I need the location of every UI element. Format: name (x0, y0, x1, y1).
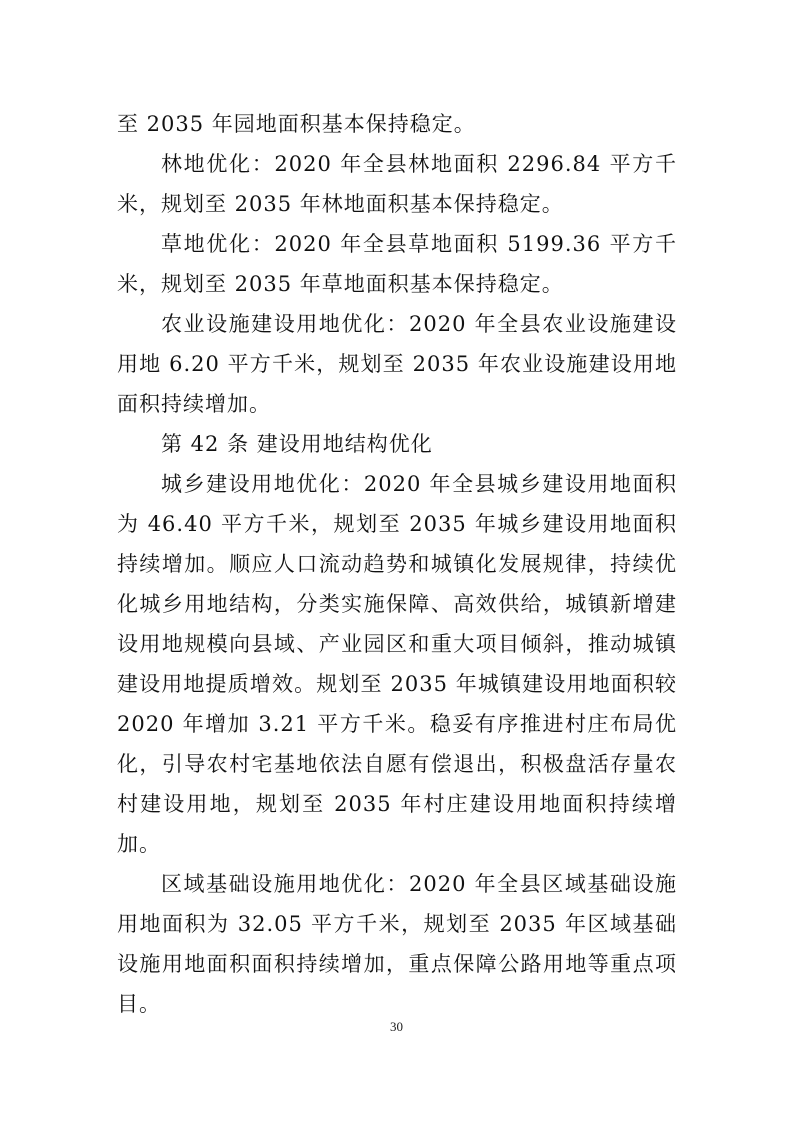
page-number: 30 (390, 1019, 403, 1034)
paragraph-forest-land: 林地优化：2020 年全县林地面积 2296.84 平方千米，规划至 2035 年林地面积基本保持稳定。 (117, 152, 677, 216)
paragraph-agricultural-facilities: 农业设施建设用地优化：2020 年全县农业设施建设用地 6.20 平方千米，规划至 2035 年农业设施建设用地面积持续增加。 (117, 312, 677, 416)
article-heading: 第 42 条 建设用地结构优化 (161, 432, 433, 456)
paragraph-regional-infrastructure: 区域基础设施用地优化：2020 年全县区域基础设施用地面积为 32.05 平方千米，规划至 2035 年区域基础设施用地面积面积持续增加，重点保障公路用地等重点项目。 (117, 872, 677, 1016)
paragraph-grassland: 草地优化：2020 年全县草地面积 5199.36 平方千米，规划至 2035 年草地面积基本保持稳定。 (117, 232, 677, 296)
body-text (117, 104, 677, 1024)
paragraph-urban-rural-land: 城乡建设用地优化：2020 年全县城乡建设用地面积为 46.40 平方千米，规划至 2035 年城乡建设用地面积持续增加。顺应人口流动趋势和城镇化发展规律，持续优化城乡用地结构，分类实施保障、高效供给，城镇新增建设用地规模向县域、产业园区和重大项目倾斜，推动城镇建设用地提质增效。规划至 2035 年城镇建设用地面积较 2020 年增加 3.21 平方千米。稳妥有序推进村庄布局优化，引导农村宅基地依法自愿有偿退出，积极盘活存量农村建设用地，规划至 2035 年村庄建设用地面积持续增加。 (117, 472, 677, 856)
paragraph-continuation: 至 2035 年园地面积基本保持稳定。 (117, 112, 476, 136)
